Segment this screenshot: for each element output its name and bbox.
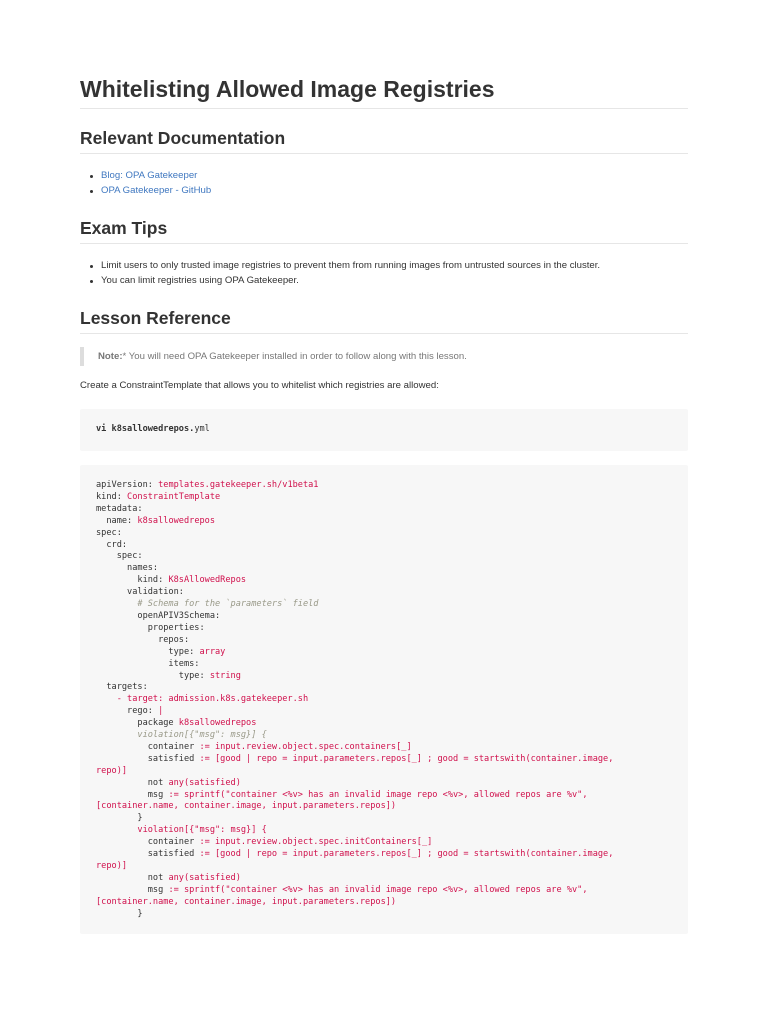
tips-divider xyxy=(80,243,688,244)
code-token: openAPIV3Schema: xyxy=(96,610,221,621)
list-item: Limit users to only trusted image registries to prevent them from running images from untrusted sources in the cluster. xyxy=(101,260,601,271)
code-line xyxy=(96,885,672,897)
code-token: violation[{"msg": msg}] { xyxy=(96,730,267,741)
code-token: repos: xyxy=(96,634,190,645)
code-token: := sprintf("container <%v> has an invalid image repo <%v>, allowed repos are %v", xyxy=(168,884,588,895)
code-token: K8sAllowedRepos xyxy=(168,575,247,586)
code-line xyxy=(96,706,672,718)
code-token: any(satisfied) xyxy=(168,777,241,788)
code-line xyxy=(96,813,672,825)
code-line xyxy=(96,504,672,516)
code-token: satisfied xyxy=(96,849,200,860)
code-token: violation[{"msg": msg}] { xyxy=(96,825,267,836)
note-blockquote xyxy=(80,347,698,366)
code-token: package xyxy=(96,718,179,729)
code-token: kind: xyxy=(96,575,169,586)
code-line xyxy=(96,778,672,790)
code-token: := sprintf("container <%v> has an invalid image repo <%v>, allowed repos are %v", xyxy=(168,789,588,800)
code-token: type: xyxy=(96,646,200,657)
code-token: } xyxy=(96,908,143,919)
constraint-template-code xyxy=(80,465,688,921)
code-token: container xyxy=(96,741,200,752)
code-token: crd: xyxy=(96,539,128,550)
code-token: repo)] xyxy=(96,861,128,871)
code-token: repo)] xyxy=(96,765,128,776)
command-filename: k8sallowedrepos. xyxy=(111,424,195,434)
code-token: not xyxy=(96,777,169,788)
code-line xyxy=(96,623,672,635)
title-divider xyxy=(80,108,688,109)
lesson-reference-heading: Lesson Reference xyxy=(80,308,231,328)
code-line xyxy=(96,611,672,623)
code-token: satisfied xyxy=(96,753,200,764)
code-token: names: xyxy=(96,563,159,574)
code-line xyxy=(96,801,672,813)
command-extension: yml xyxy=(194,424,210,434)
code-line xyxy=(96,837,672,849)
code-line xyxy=(96,909,672,921)
code-line xyxy=(96,551,672,563)
code-line xyxy=(96,849,672,861)
code-token: rego: xyxy=(96,706,159,717)
code-line xyxy=(96,659,672,671)
page-title: Whitelisting Allowed Image Registries xyxy=(80,76,495,102)
code-line xyxy=(96,897,672,909)
code-token: msg xyxy=(96,789,169,800)
docs-divider xyxy=(80,153,688,154)
code-token: type: xyxy=(96,670,210,681)
code-token: targets: xyxy=(96,682,148,693)
code-token: k8sallowedrepos xyxy=(178,718,257,729)
list-item: You can limit registries using OPA Gatekeeper. xyxy=(101,273,600,288)
code-line xyxy=(96,873,672,885)
code-token: not xyxy=(96,872,169,883)
list-item xyxy=(101,183,211,198)
code-line xyxy=(96,563,672,575)
code-token: items: xyxy=(96,658,200,669)
intro-paragraph: Create a ConstraintTemplate that allows you to whitelist which registries are allowed: xyxy=(80,380,439,391)
note-text: * You will need OPA Gatekeeper installed in order to follow along with this lesson. xyxy=(122,351,467,362)
code-line xyxy=(96,742,672,754)
code-line xyxy=(96,528,672,540)
note-label: Note: xyxy=(98,351,123,362)
command-line: vi k8sallowedrepos.yml xyxy=(96,424,210,434)
code-token: ConstraintTemplate xyxy=(127,491,221,502)
code-token: spec: xyxy=(96,551,143,562)
code-token: [container.name, container.image, input.parameters.repos]) xyxy=(96,896,397,907)
code-line xyxy=(96,790,672,802)
opa-gatekeeper-github-link[interactable]: OPA Gatekeeper - GitHub xyxy=(101,185,212,196)
code-line xyxy=(96,516,672,528)
blog-opa-gatekeeper-link[interactable]: Blog: OPA Gatekeeper xyxy=(101,170,198,181)
code-line xyxy=(96,540,672,552)
docs-heading: Relevant Documentation xyxy=(80,128,286,148)
code-token: := [good | repo = input.parameters.repos[_] ; good = startswith(container.image, xyxy=(199,753,614,764)
code-token: templates.gatekeeper.sh/v1beta1 xyxy=(158,480,319,490)
code-token: kind: xyxy=(96,491,128,502)
code-line xyxy=(96,492,672,504)
exam-tips-list xyxy=(80,258,600,288)
code-token: string xyxy=(209,670,241,681)
docs-link-list xyxy=(80,168,211,198)
code-line xyxy=(96,861,672,873)
code-token: validation: xyxy=(96,587,184,598)
code-token: apiVersion: xyxy=(96,480,159,490)
code-line xyxy=(96,575,672,587)
code-token: | xyxy=(158,706,164,717)
code-line xyxy=(96,694,672,706)
code-token: any(satisfied) xyxy=(168,872,241,883)
code-token: array xyxy=(199,646,226,657)
code-line xyxy=(96,754,672,766)
code-line xyxy=(96,480,672,492)
code-token: properties: xyxy=(96,622,205,633)
code-line xyxy=(96,671,672,683)
code-token: := [good | repo = input.parameters.repos[_] ; good = startswith(container.image, xyxy=(199,849,614,860)
code-line xyxy=(96,730,672,742)
code-token: container xyxy=(96,837,200,848)
code-token: metadata: xyxy=(96,503,143,514)
code-line xyxy=(96,635,672,647)
code-token: msg xyxy=(96,884,169,895)
exam-tips-heading: Exam Tips xyxy=(80,218,168,238)
code-token: # Schema for the `parameters` field xyxy=(96,599,319,610)
lesson-divider xyxy=(80,333,688,334)
code-token: [container.name, container.image, input.parameters.repos]) xyxy=(96,801,397,812)
list-item xyxy=(101,168,211,183)
code-line xyxy=(96,647,672,659)
code-token: spec: xyxy=(96,527,122,538)
code-token: := input.review.object.spec.containers[_] xyxy=(199,741,412,752)
code-token: := input.review.object.spec.initContainers[_] xyxy=(199,837,433,848)
code-line xyxy=(96,766,672,778)
code-line xyxy=(96,718,672,730)
code-token: } xyxy=(96,813,143,824)
code-token: k8sallowedrepos xyxy=(137,515,216,526)
code-token: name: xyxy=(96,515,138,526)
code-line xyxy=(96,599,672,611)
code-line xyxy=(96,587,672,599)
code-token: - target: admission.k8s.gatekeeper.sh xyxy=(96,694,309,705)
command-code-block xyxy=(80,409,688,451)
code-line xyxy=(96,682,672,694)
yaml-code-block xyxy=(80,465,688,934)
code-line xyxy=(96,825,672,837)
